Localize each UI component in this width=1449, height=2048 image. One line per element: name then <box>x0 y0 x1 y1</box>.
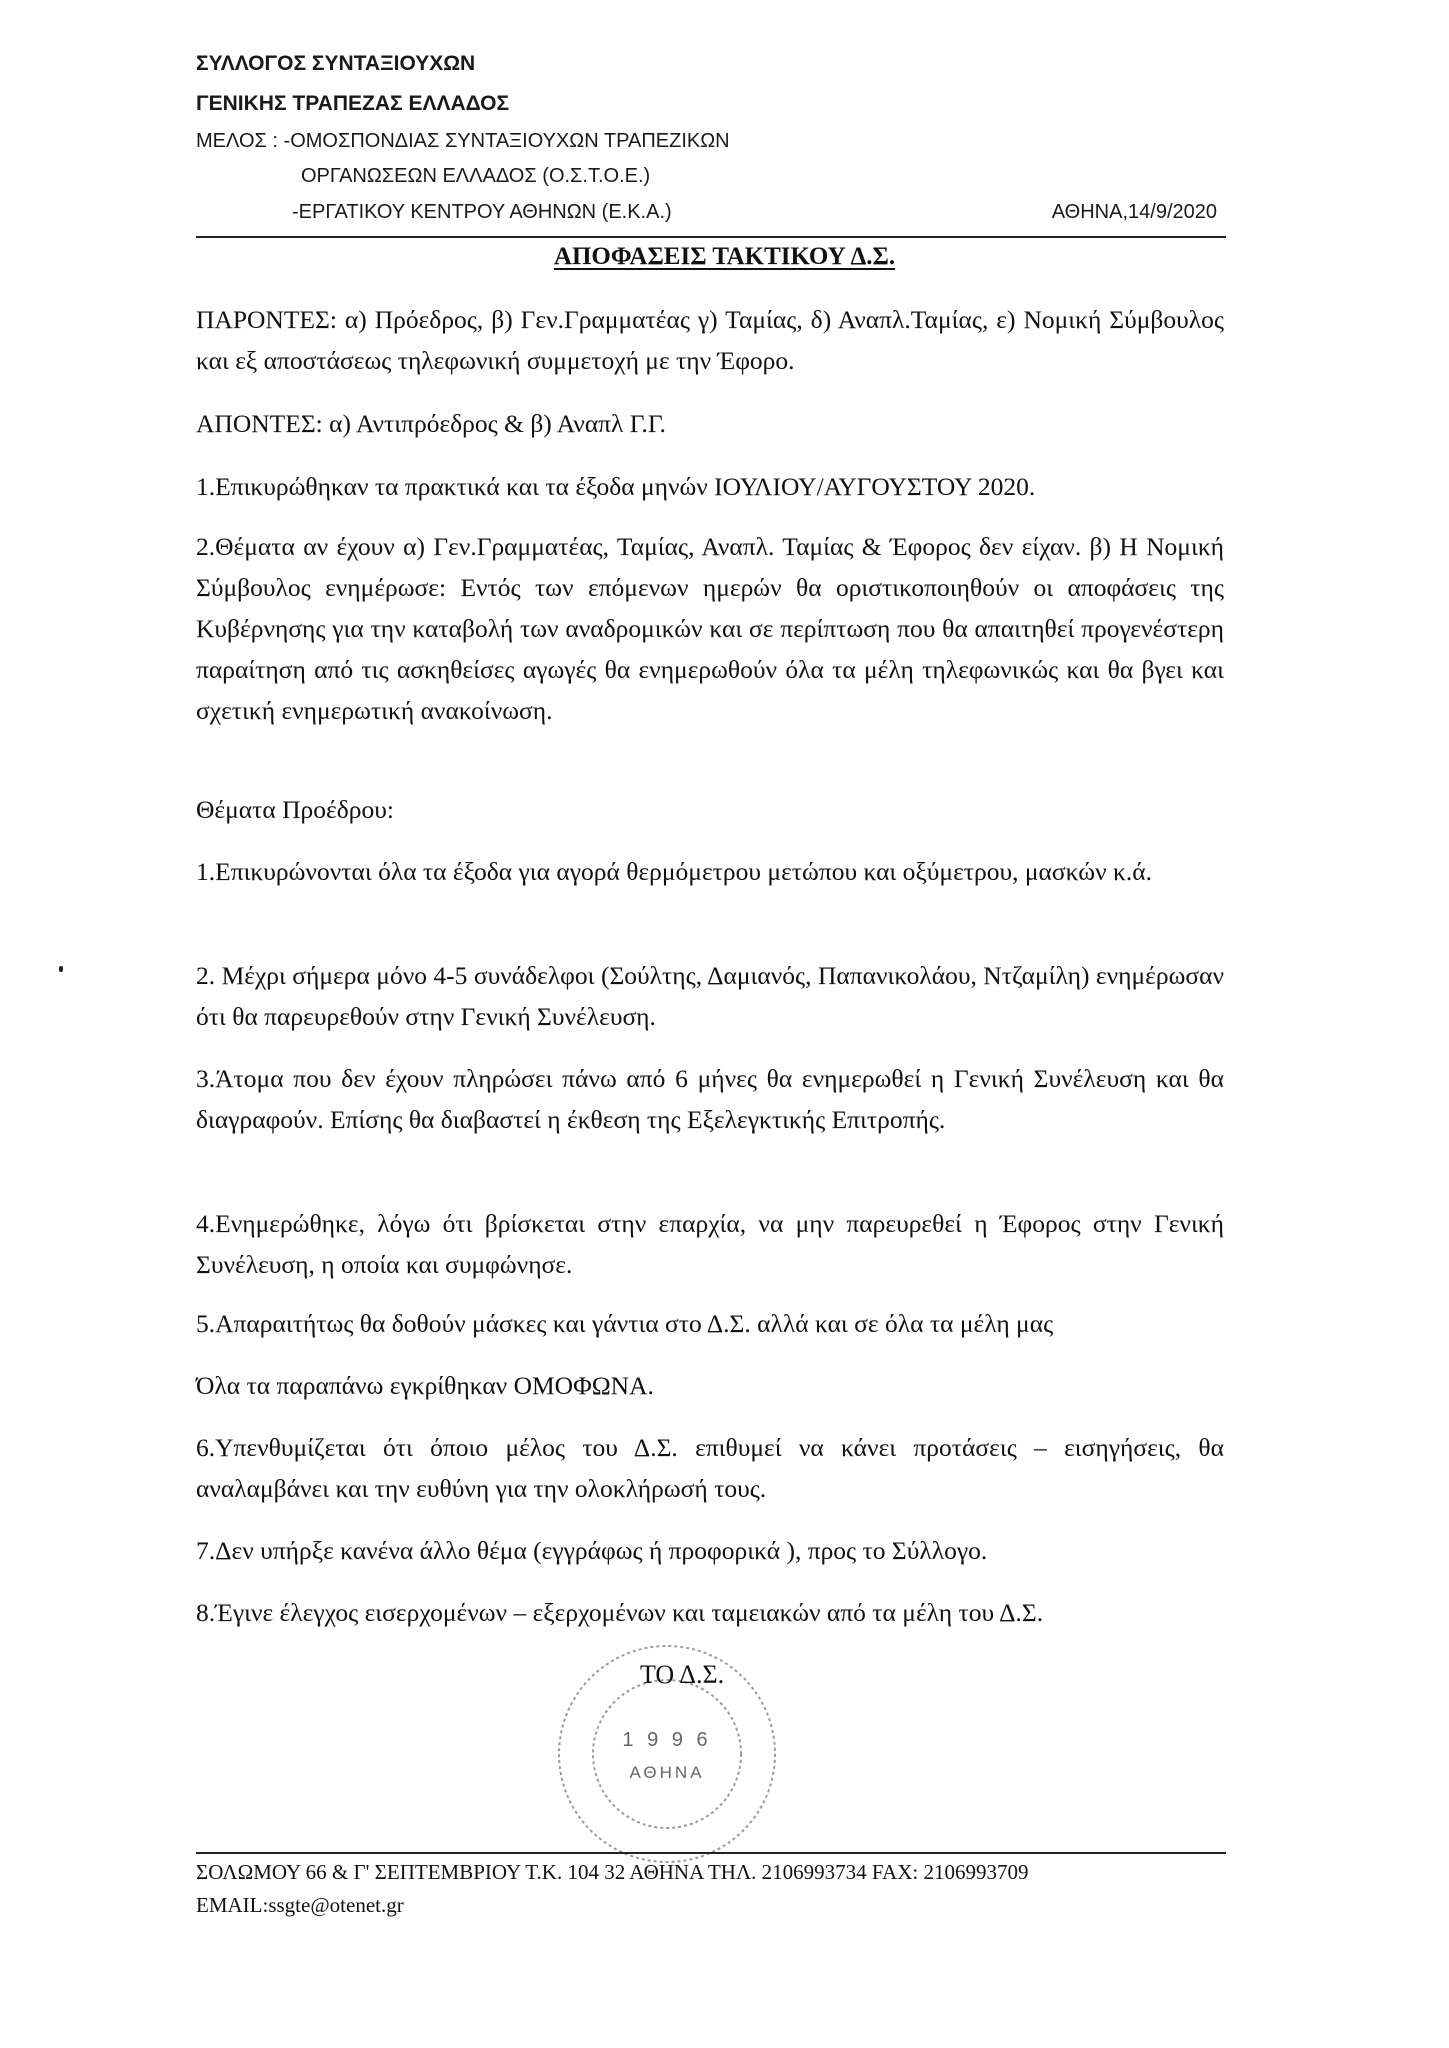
letterhead-bank-name: ΓΕΝΙΚΗΣ ΤΡΑΠΕΖΑΣ ΕΛΛΑΔΟΣ <box>196 92 510 115</box>
president-item-3: 3.Άτομα που δεν έχουν πληρώσει πάνω από 6 μήνες θα ενημερωθεί η Γενική Συνέλευση και θα διαγραφούν. Επίσης θα διαβαστεί η έκθεση της Εξελεγκτικής Επιτροπής. <box>196 1064 1224 1134</box>
footer-email: EMAIL:ssgte@otenet.gr <box>196 1893 404 1917</box>
document-title-text: ΑΠΟΦΑΣΕΙΣ ΤΑΚΤΙΚΟΥ Δ.Σ. <box>553 243 896 270</box>
present-paragraph: ΠΑΡΟΝΤΕΣ: α) Πρόεδρος, β) Γεν.Γραμματέας γ) Ταμίας, δ) Αναπλ.Ταμίας, ε) Νομική Σύμβουλος και εξ αποστάσεως τηλεφωνική συμμετοχή με την Έφορο. <box>196 305 1224 375</box>
footer-divider <box>196 1852 1226 1854</box>
board-signature: ΤΟ Δ.Σ. <box>640 1660 725 1689</box>
letterhead-labor-center-line: -ΕΡΓΑΤΙΚΟΥ ΚΕΝΤΡΟΥ ΑΘΗΝΩΝ (Ε.Κ.Α.) <box>292 201 672 223</box>
unanimous-approval: Όλα τα παραπάνω εγκρίθηκαν ΟΜΟΦΩΝΑ. <box>196 1371 654 1400</box>
absent-paragraph: ΑΠΟΝΤΕΣ: α) Αντιπρόεδρος & β) Αναπλ Γ.Γ. <box>196 409 666 438</box>
footer-address: ΣΟΛΩΜΟΥ 66 & Γ' ΣΕΠΤΕΜΒΡΙΟΥ Τ.Κ. 104 32 ΑΘΗΝΑ ΤΗΛ. 2106993734 FAX: 2106993709 <box>196 1860 1029 1884</box>
item-2-paragraph: 2.Θέματα αν έχουν α) Γεν.Γραμματέας, Ταμίας, Αναπλ. Ταμίας & Έφορος δεν είχαν. β) Η Νομική Σύμβουλος ενημέρωσε: Εντός των επόμενων ημερών θα οριστικοποιηθούν οι αποφάσεις της Κυβέρνησης για την καταβολή των αναδρομικών και σε περίπτωση που θα απαιτηθεί προγενέστερη παραίτηση από τις ασκηθείσες αγωγές θα ενημερωθούν όλα τα μέλη τηλεφωνικώς και θα βγει και σχετική ενημερωτική ανακοίνωση. <box>196 532 1224 725</box>
president-item-1: 1.Επικυρώνονται όλα τα έξοδα για αγορά θερμόμετρου μετώπου και οξύμετρου, μασκών κ.ά. <box>196 857 1152 886</box>
letterhead-membership-line: ΜΕΛΟΣ : -ΟΜΟΣΠΟΝΔΙΑΣ ΣΥΝΤΑΞΙΟΥΧΩΝ ΤΡΑΠΕΖΙΚΩΝ <box>196 130 730 152</box>
document-date: ΑΘΗΝΑ,14/9/2020 <box>1051 201 1217 223</box>
scan-speck <box>59 966 63 972</box>
president-item-7: 7.Δεν υπήρξε κανένα άλλο θέμα (εγγράφως ή προφορικά ), προς το Σύλλογο. <box>196 1536 988 1565</box>
letterhead-association-name: ΣΥΛΛΟΓΟΣ ΣΥΝΤΑΞΙΟΥΧΩΝ <box>196 52 476 75</box>
header-divider <box>196 236 1226 238</box>
president-item-5: 5.Απαραιτήτως θα δοθούν μάσκες και γάντια στο Δ.Σ. αλλά και σε όλα τα μέλη μας <box>196 1309 1054 1338</box>
president-topics-heading: Θέματα Προέδρου: <box>196 795 394 824</box>
president-item-6: 6.Υπενθυμίζεται ότι όποιο μέλος του Δ.Σ. επιθυμεί να κάνει προτάσεις – εισηγήσεις, θα αναλαμβάνει και την ευθύνη για την ολοκλήρωσή τους. <box>196 1433 1224 1503</box>
document-title <box>0 243 1449 271</box>
stamp-year: 1 9 9 6 <box>622 1729 712 1751</box>
item-1-paragraph: 1.Επικυρώθηκαν τα πρακτικά και τα έξοδα μηνών ΙΟΥΛΙΟΥ/ΑΥΓΟΥΣΤΟΥ 2020. <box>196 472 1036 501</box>
president-item-4: 4.Ενημερώθηκε, λόγω ότι βρίσκεται στην επαρχία, να μην παρευρεθεί η Έφορος στην Γενική Συνέλευση, η οποία και συμφώνησε. <box>196 1209 1224 1279</box>
president-item-2: 2. Μέχρι σήμερα μόνο 4-5 συνάδελφοι (Σούλτης, Δαμιανός, Παπανικολάου, Ντζαμίλη) ενημέρωσαν ότι θα παρευρεθούν στην Γενική Συνέλευση. <box>196 961 1224 1031</box>
stamp-city: ΑΘΗΝΑ <box>629 1763 705 1782</box>
letterhead-federation-line: ΟΡΓΑΝΩΣΕΩΝ ΕΛΛΑΔΟΣ (Ο.Σ.Τ.Ο.Ε.) <box>301 165 651 187</box>
president-item-8: 8.Έγινε έλεγχος εισερχομένων – εξερχομένων και ταμειακών από τα μέλη του Δ.Σ. <box>196 1598 1044 1627</box>
